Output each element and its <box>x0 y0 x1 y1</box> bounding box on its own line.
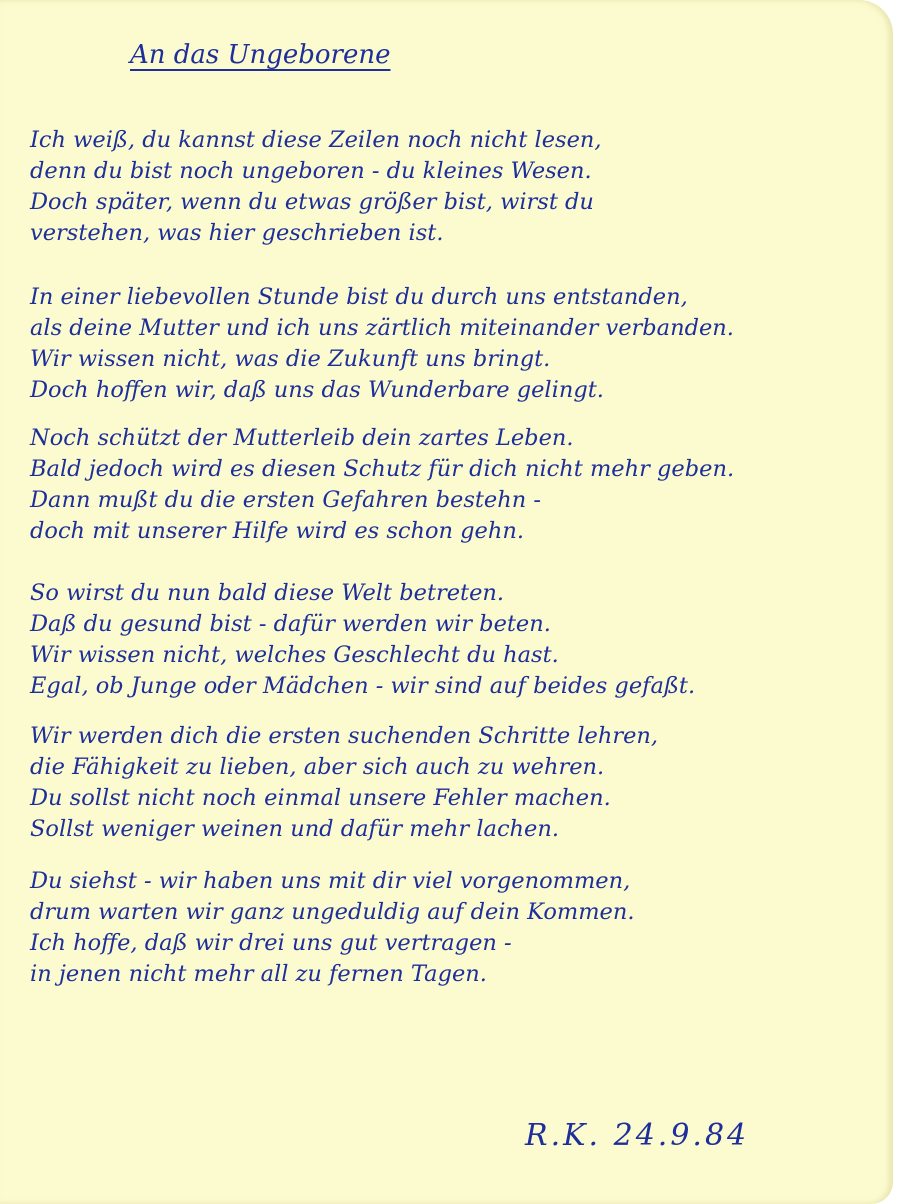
poem-line: die Fähigkeit zu lieben, aber sich auch zu wehren. <box>30 754 605 780</box>
stanza-3 <box>30 423 734 547</box>
stanza-6 <box>30 866 635 990</box>
stanza-2 <box>30 282 734 406</box>
poem-line: Dann mußt du die ersten Gefahren bestehn - <box>30 487 541 513</box>
poem-line: Bald jedoch wird es diesen Schutz für dich nicht mehr geben. <box>30 456 735 482</box>
poem-line: So wirst du nun bald diese Welt betreten. <box>30 580 505 606</box>
poem-line: Doch später, wenn du etwas größer bist, wirst du <box>30 189 594 215</box>
poem-line: als deine Mutter und ich uns zärtlich miteinander verbanden. <box>30 315 734 341</box>
stanza-1 <box>30 125 602 249</box>
poem-line: Egal, ob Junge oder Mädchen - wir sind auf beides gefaßt. <box>30 673 696 699</box>
poem-line: Wir wissen nicht, welches Geschlecht du hast. <box>30 642 559 668</box>
signature-date: R.K. 24.9.84 <box>525 1118 750 1153</box>
poem-line: doch mit unserer Hilfe wird es schon gehn. <box>30 518 525 544</box>
stanza-5 <box>30 721 658 845</box>
poem-line: in jenen nicht mehr all zu fernen Tagen. <box>30 961 487 987</box>
poem-line: Daß du gesund bist - dafür werden wir beten. <box>30 611 551 637</box>
poem-line: Wir werden dich die ersten suchenden Schritte lehren, <box>30 723 659 749</box>
poem-line: Noch schützt der Mutterleib dein zartes Leben. <box>30 425 574 451</box>
poem-line: Du sollst nicht noch einmal unsere Fehler machen. <box>30 785 611 811</box>
poem-line: drum warten wir ganz ungeduldig auf dein Kommen. <box>30 899 635 925</box>
poem-line: Doch hoffen wir, daß uns das Wunderbare gelingt. <box>30 377 604 403</box>
poem-line: denn du bist noch ungeboren - du kleines Wesen. <box>30 158 592 184</box>
poem-line: verstehen, was hier geschrieben ist. <box>30 220 444 246</box>
stanza-4 <box>30 578 695 702</box>
poem-line: Du siehst - wir haben uns mit dir viel vorgenommen, <box>30 868 631 894</box>
poem-line: Wir wissen nicht, was die Zukunft uns bringt. <box>30 346 551 372</box>
poem-title: An das Ungeborene <box>130 40 391 70</box>
poem-line: Sollst weniger weinen und dafür mehr lachen. <box>30 816 559 842</box>
poem-line: Ich hoffe, daß wir drei uns gut vertragen - <box>30 930 512 956</box>
poem-line: Ich weiß, du kannst diese Zeilen noch nicht lesen, <box>30 127 602 153</box>
poem-line: In einer liebevollen Stunde bist du durch uns entstanden, <box>30 284 688 310</box>
